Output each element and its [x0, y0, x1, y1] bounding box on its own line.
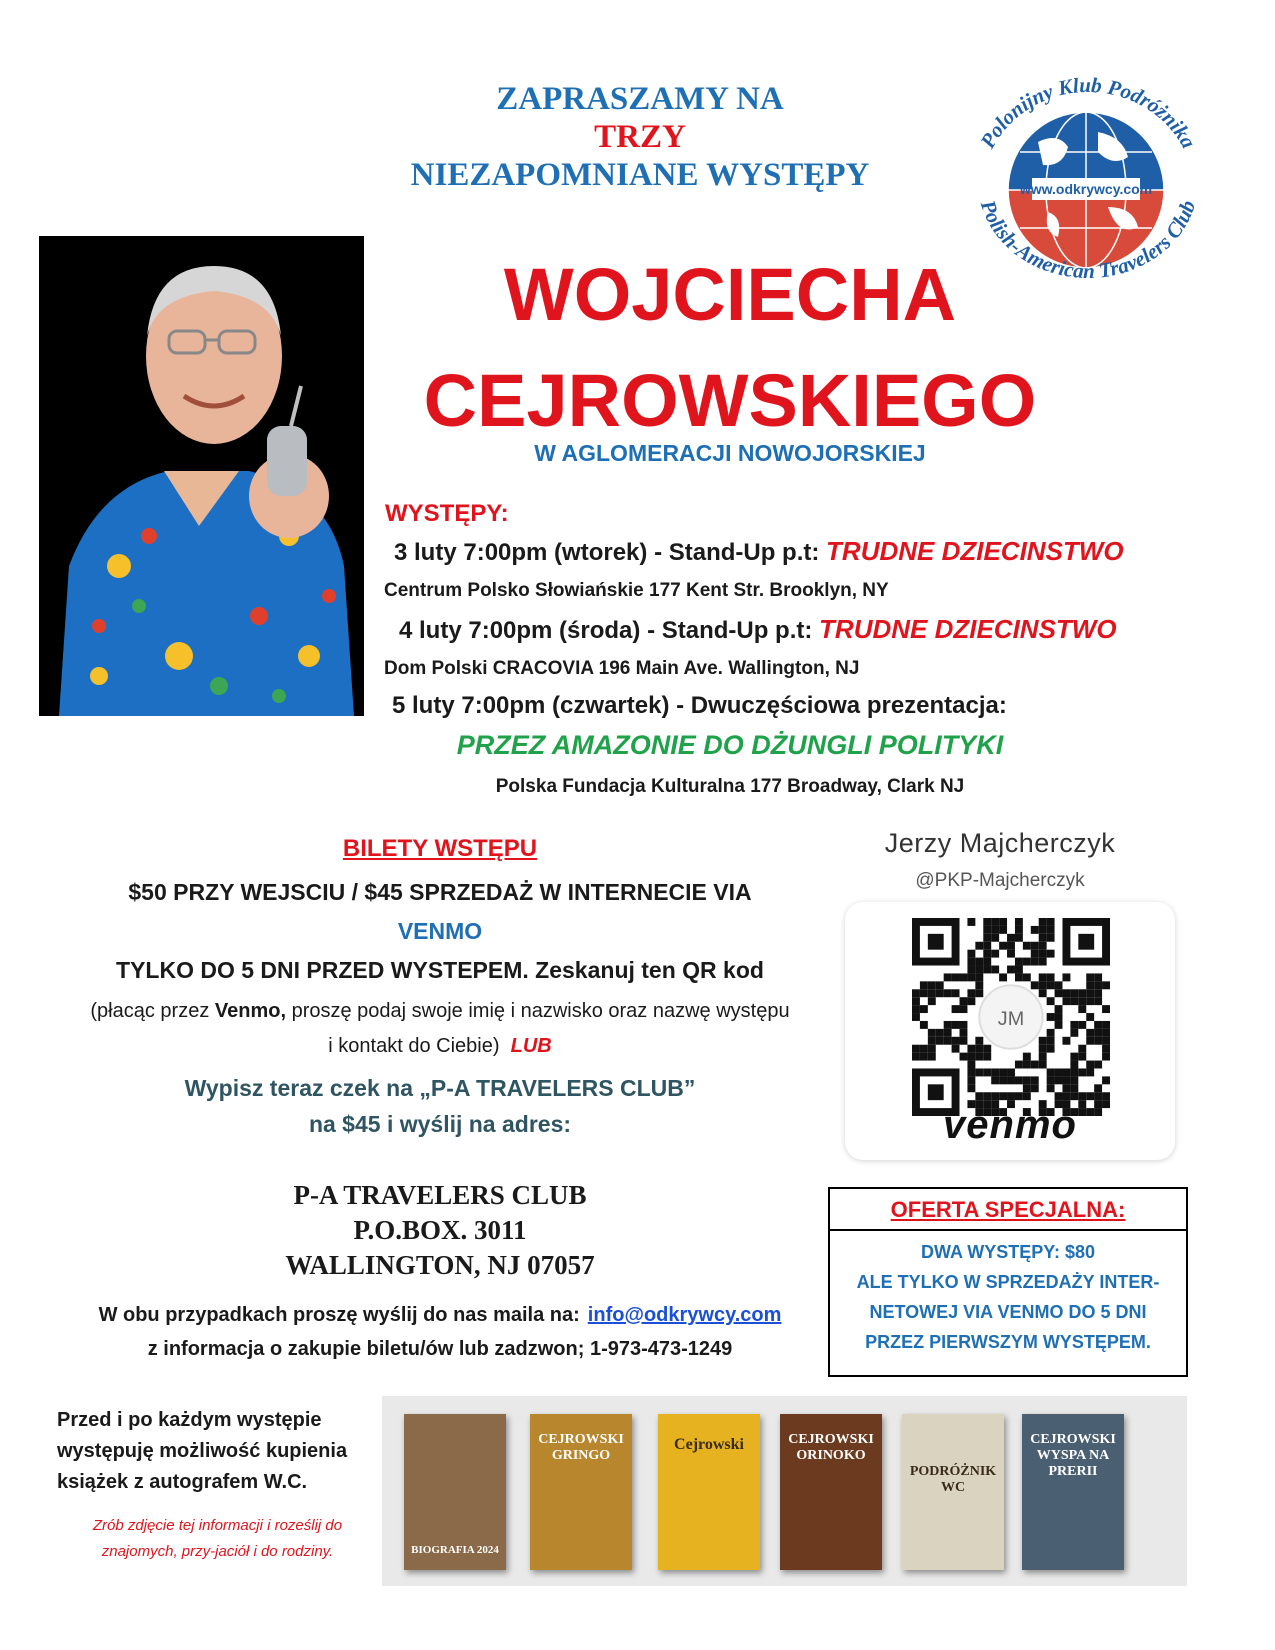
offer-line4: PRZEZ PIERWSZYM WYSTĘPEM. — [865, 1332, 1151, 1352]
check-line2: na $45 i wyślij na adres: — [308, 1111, 572, 1137]
paying-lub: LUB — [510, 1035, 552, 1057]
books-note: Przed i po każdym występie występuję możliwość kupienia książek z autografem W.C. — [57, 1409, 348, 1493]
paying-venmo: Venmo, — [214, 1000, 287, 1022]
performer-subtitle: W AGLOMERACJI NOWOJORSKIEJ — [534, 440, 926, 466]
check-line1: Wypisz teraz czek na „P-A TRAVELERS CLUB” — [184, 1075, 696, 1101]
book-title: CEJROWSKI WYSPA NA PRERII — [1030, 1432, 1116, 1479]
book-cover — [530, 1414, 632, 1570]
venmo-qr-code[interactable] — [912, 918, 1110, 1116]
share-note: Zrób zdjęcie tej informacji i roześlij do znajomych, przy-jaciół i do rodziny. — [92, 1517, 343, 1560]
offer-line1: DWA WYSTĘPY: $80 — [920, 1242, 1096, 1262]
event-1-date: 3 luty 7:00pm (wtorek) - Stand-Up p.t: — [394, 539, 820, 566]
offer-line2: ALE TYLKO W SPRZEDAŻY INTER- — [856, 1272, 1160, 1292]
event-1-venue: Centrum Polsko Słowiańskie 177 Kent Str. Brooklyn, NY — [384, 580, 889, 601]
tickets-only: TYLKO DO 5 DNI PRZED WYSTEPEM. Zeskanuj ten QR kod — [116, 957, 764, 983]
invitation-header — [330, 80, 950, 194]
address-line2: P.O.BOX. 3011 — [353, 1215, 527, 1245]
performer-photo — [39, 236, 364, 716]
address-line3: WALLINGTON, NJ 07057 — [285, 1250, 595, 1280]
address-line1: P-A TRAVELERS CLUB — [293, 1180, 587, 1210]
name-line1: WOJCIECHA — [503, 253, 957, 336]
event-1-show: TRUDNE DZIECINSTWO — [826, 536, 1124, 566]
qr-initials: JM — [997, 1007, 1025, 1030]
tickets-paying-note — [50, 994, 830, 1064]
book-cover — [780, 1414, 882, 1570]
logo-top-text: Polonijny Klub Podróżnika — [975, 72, 1201, 153]
event-1 — [394, 536, 1124, 567]
event-3-show: PRZEZ AMAZONIE DO DŻUNGLI POLITYKI — [456, 730, 1004, 760]
book-title: CEJROWSKI ORINOKO — [788, 1432, 874, 1463]
venmo-user-name: Jerzy Majcherczyk — [884, 828, 1116, 858]
events-label: WYSTĘPY: — [385, 500, 509, 527]
mailing-address — [50, 1178, 830, 1283]
event-3-venue: Polska Fundacja Kulturalna 177 Broadway, Clark NJ — [495, 776, 965, 797]
book-title: CEJROWSKI GRINGO — [538, 1432, 624, 1463]
offer-header: OFERTA SPECJALNA: — [830, 1189, 1186, 1231]
event-2 — [399, 614, 1117, 645]
name-line2: CEJROWSKIEGO — [423, 359, 1037, 442]
contact-line1: W obu przypadkach proszę wyślij do nas maila na: — [98, 1304, 580, 1326]
paying-post: proszę podaj swoje imię i nazwisko oraz nazwę występu i kontakt do Ciebie) — [286, 1000, 790, 1057]
performer-name — [410, 242, 1050, 454]
venmo-handle: @PKP-Majcherczyk — [915, 870, 1085, 891]
special-offer-box — [828, 1187, 1188, 1377]
header-line2: TRZY — [594, 119, 686, 155]
book-title: Cejrowski — [674, 1436, 744, 1453]
paying-pre: (płacąc przez — [90, 1000, 215, 1022]
email-link[interactable]: info@odkrywcy.com — [587, 1304, 782, 1326]
event-2-date: 4 luty 7:00pm (środa) - Stand-Up p.t: — [399, 617, 813, 644]
header-line1: ZAPRASZAMY NA — [496, 81, 784, 117]
tickets-header: BILETY WSTĘPU — [342, 835, 538, 862]
book-cover — [902, 1414, 1004, 1570]
logo-url: www.odkrywcy.com — [1019, 181, 1153, 197]
tickets-section — [50, 835, 830, 1142]
contact-line2: z informacja o zakupie biletu/ów lub zadzwon; 1-973-473-1249 — [147, 1338, 733, 1360]
book-cover — [658, 1414, 760, 1570]
tickets-venmo: VENMO — [397, 918, 483, 944]
event-3-date: 5 luty 7:00pm (czwartek) - Dwuczęściowa prezentacja: — [392, 692, 1007, 719]
tickets-check — [50, 1070, 830, 1142]
book-cover — [1022, 1414, 1124, 1570]
book-cover — [404, 1414, 506, 1570]
header-line3: NIEZAPOMNIANE WYSTĘPY — [410, 157, 870, 193]
event-2-venue: Dom Polski CRACOVIA 196 Main Ave. Wallington, NJ — [384, 658, 860, 679]
books-strip — [382, 1396, 1187, 1586]
contact-info — [40, 1298, 840, 1366]
book-title: PODRÓŻNIK WC — [909, 1464, 997, 1495]
logo-bottom-text: Polish-American Travelers Club — [975, 197, 1201, 282]
event-2-show: TRUDNE DZIECINSTWO — [819, 614, 1117, 644]
offer-line3: NETOWEJ VIA VENMO DO 5 DNI — [869, 1302, 1147, 1322]
tickets-price: $50 PRZY WEJSCIU / $45 SPRZEDAŻ W INTERNECIE VIA — [128, 879, 752, 905]
book-title: BIOGRAFIA 2024 — [411, 1544, 499, 1556]
offer-body — [830, 1231, 1186, 1357]
venmo-logo: venmo — [943, 1103, 1077, 1147]
